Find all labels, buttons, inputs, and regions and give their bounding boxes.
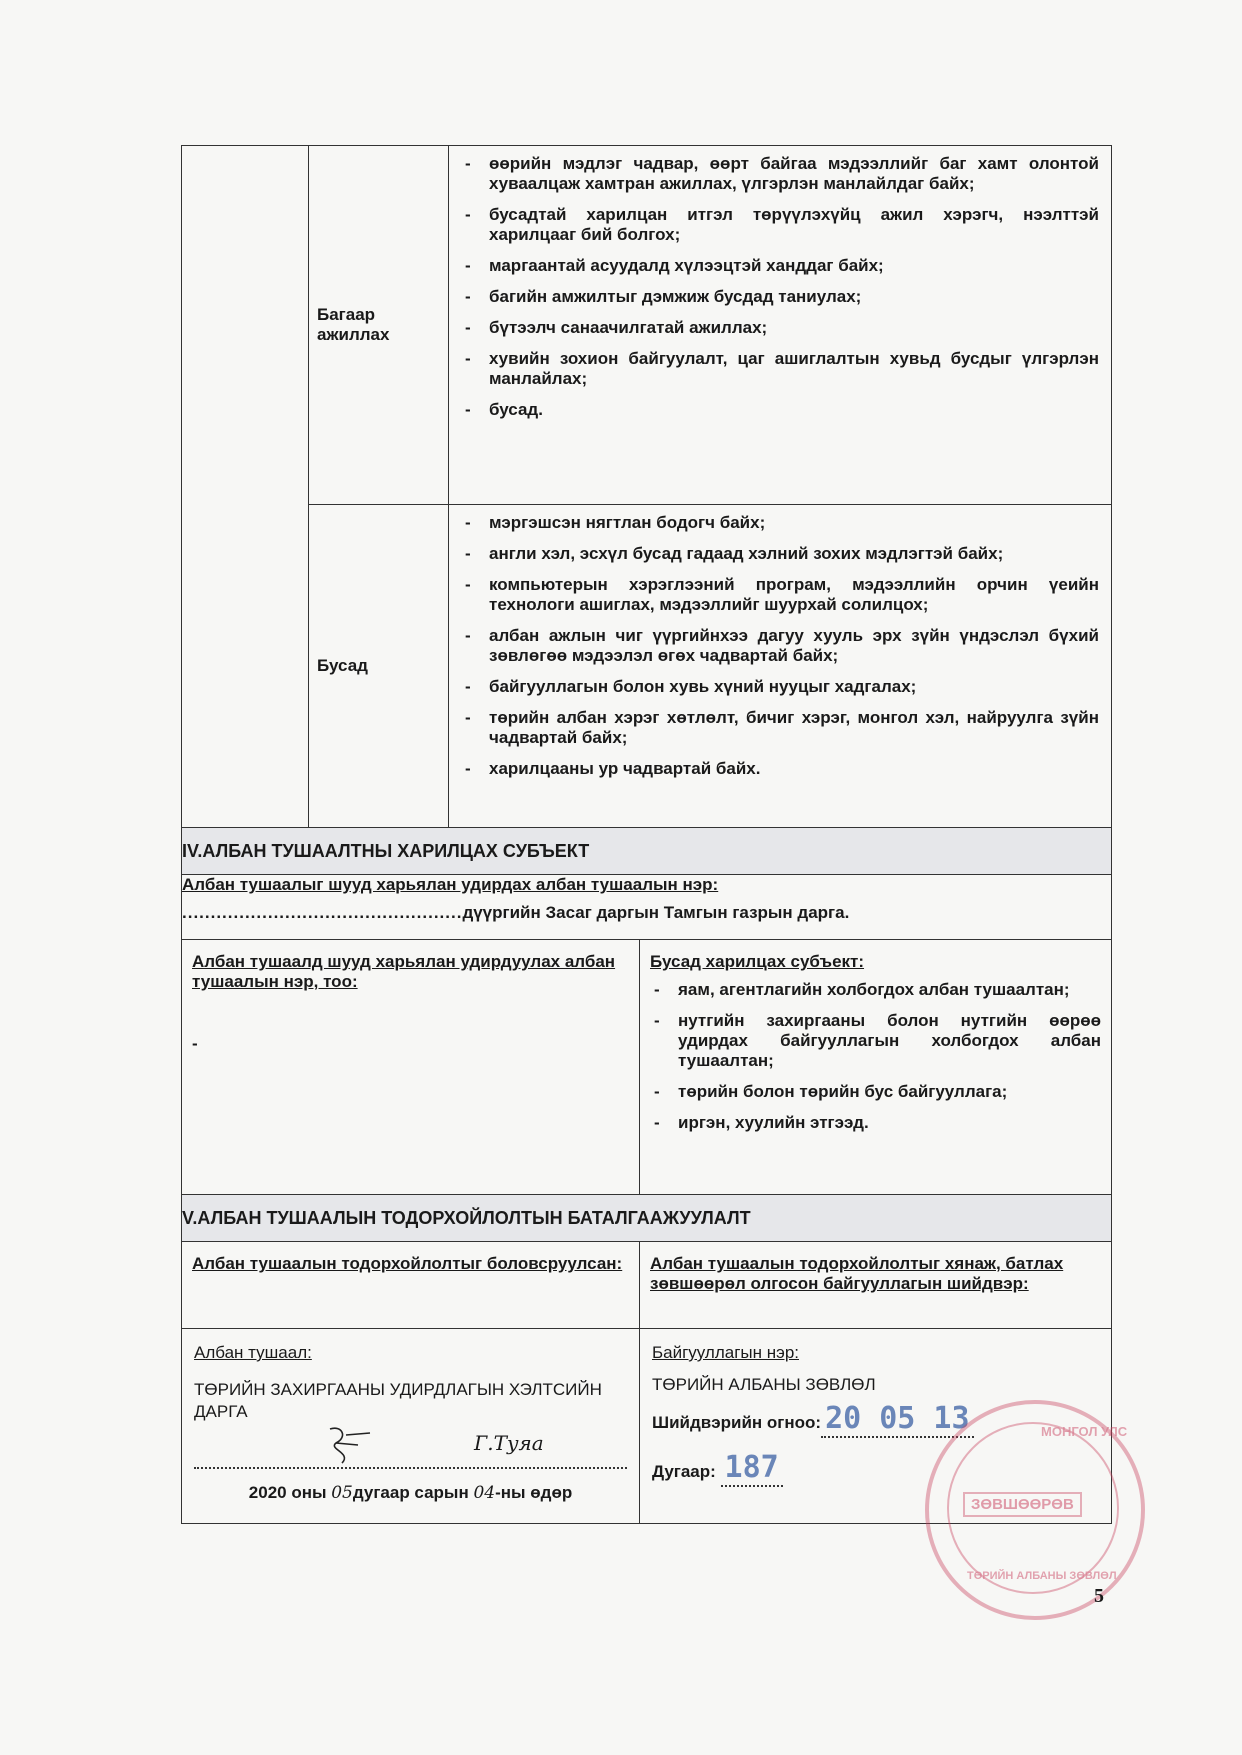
table-row [182,940,1112,1195]
list-item: - албан ажлын чиг үүргийнхээ дагуу хууль эрх зүйн үндэслэл бүхий зөвлөгөө мэдээлэл өгөх чадвартай байх; [461,626,1099,666]
list-item: - нутгийн захиргааны болон нутгийн өөрөө удирдах байгууллагын холбогдох албан тушаалтан; [650,1011,1101,1071]
items-cell [449,505,1112,828]
date-mid: дугаар сарын [352,1483,469,1502]
table-row [182,505,1112,828]
list-item: - байгууллагын болон хувь хүний нууцыг хадгалах; [461,677,1099,697]
section5-header [182,1195,1112,1242]
org-label: Байгууллагын нэр: [652,1343,799,1362]
category-label: Бусад [317,656,368,675]
section4-title: IV.АЛБАН ТУШААЛТНЫ ХАРИЛЦАХ СУБЪЕКТ [182,841,590,861]
list-item: - харилцааны ур чадвартай байх. [461,759,1099,779]
prepared-label: Албан тушаалын тодорхойлолтыг боловсруулсан: [192,1254,623,1273]
list-item: - бусадтай харилцан итгэл төрүүлэхүйц ажил хэрэгч, нээлттэй харилцааг бий болгох; [461,205,1099,245]
signature-scribble [322,1423,382,1465]
date-day: 04 [473,1483,496,1503]
list-item: - маргаантай асуудалд хүлээцтэй ханддаг байх; [461,256,1099,276]
signature-line [194,1431,627,1469]
page-number: 5 [1094,1585,1104,1607]
list-item: - өөрийн мэдлэг чадвар, өөрт байгаа мэдээллийг баг хамт олонтой хуваалцаж хамтран ажиллах, үлгэрлэн манлайлдаг байх; [461,154,1099,194]
supervisor-cell [182,875,1112,940]
other-subjects-col [640,940,1111,1194]
list-item: - хувийн зохион байгуулалт, цаг ашиглалтын хувьд бусдыг үлгэрлэн манлайлах; [461,349,1099,389]
stamp-top-text: МОНГОЛ УЛС [1041,1424,1128,1439]
list-item: - англи хэл, эсхүл бусад гадаад хэлний зохих мэдлэгтэй байх; [461,544,1099,564]
category-cell [309,146,449,505]
org-value: ТӨРИЙН АЛБАНЫ ЗӨВЛӨЛ [652,1375,876,1394]
stamp-text: ЗӨВШӨӨРӨВ [963,1492,1082,1517]
section5-title: V.АЛБАН ТУШААЛЫН ТОДОРХОЙЛОЛТЫН БАТАЛГААЖУУЛАЛТ [182,1208,751,1228]
list-item: - яам, агентлагийн холбогдох албан тушаалтан; [650,980,1101,1000]
supervisor-label: Албан тушаалыг шууд харьялан удирдах албан тушаалын нэр: [182,875,719,894]
date-month: 05 [331,1483,353,1503]
stamp-bottom-text: ТӨРИЙН АЛБАНЫ ЗӨВЛӨЛ [967,1570,1117,1582]
list-item: - компьютерын хэрэглээний програм, мэдээллийн орчин үеийн технологи ашиглах, мэдээллийг шуурхай солилцох; [461,575,1099,615]
supervisor-value: дүүргийн Засаг даргын Тамгын газрын дарга. [462,903,850,922]
list-item: - бүтээлч санаачилгатай ажиллах; [461,318,1099,338]
decision-date-value: 20 05 13 [821,1401,974,1438]
subordinates-value: - [192,1034,198,1053]
list-item: - төрийн болон төрийн бус байгууллага; [650,1082,1101,1102]
supervisor-dots: ................................................. [182,903,463,922]
subject-cell [182,940,1112,1195]
date-end: -ны өдөр [495,1483,573,1502]
list-item: - төрийн албан хэрэг хөтлөлт, бичиг хэрэг, монгол хэл, найруулга зүйн чадвартай байх; [461,708,1099,748]
table-row [182,146,1112,505]
other-subjects-list [650,972,1101,1133]
position-label: Албан тушаал: [194,1343,312,1362]
subordinates-col [182,940,640,1194]
section4-header [182,828,1112,875]
requirements-table [181,145,1112,1524]
other-subjects-label: Бусад харилцах субъект: [650,952,865,971]
approval-stamp [925,1400,1145,1620]
position-value: ТӨРИЙН ЗАХИРГААНЫ УДИРДЛАГЫН ХЭЛТСИЙН ДАРГА [194,1380,602,1421]
requirement-list [449,146,1111,437]
subordinates-label: Албан тушаалд шууд харьялан удирдуулах албан тушаалын нэр, тоо: [192,952,616,991]
category-label: Багаар ажиллах [317,305,390,344]
items-cell [449,146,1112,505]
requirement-list [449,505,1111,796]
date-year: 2020 оны [248,1483,327,1502]
section-header-row [182,828,1112,875]
approved-label: Албан тушаалын тодорхойлолтыг хянаж, батлах зөвшөөрөл олгосон байгууллагын шийдвэр: [650,1254,1064,1293]
section-header-row [182,1195,1112,1242]
category-cell [309,505,449,828]
signature-name: Г.Туяа [474,1431,544,1455]
signed-date [194,1483,627,1503]
list-item: - мэргэшсэн нягтлан бодогч байх; [461,513,1099,533]
approval-header-cell [182,1242,1112,1329]
number-label: Дугаар: [652,1462,716,1481]
prepared-col [182,1329,640,1523]
list-item: - бусад. [461,400,1099,420]
table-row [182,875,1112,940]
number-value: 187 [721,1450,783,1487]
list-item: - багийн амжилтыг дэмжиж бусдад таниулах; [461,287,1099,307]
blank-cell [182,146,309,828]
decision-date-label: Шийдвэрийн огноо: [652,1413,822,1432]
table-row [182,1242,1112,1329]
list-item: - иргэн, хуулийн этгээд. [650,1113,1101,1133]
